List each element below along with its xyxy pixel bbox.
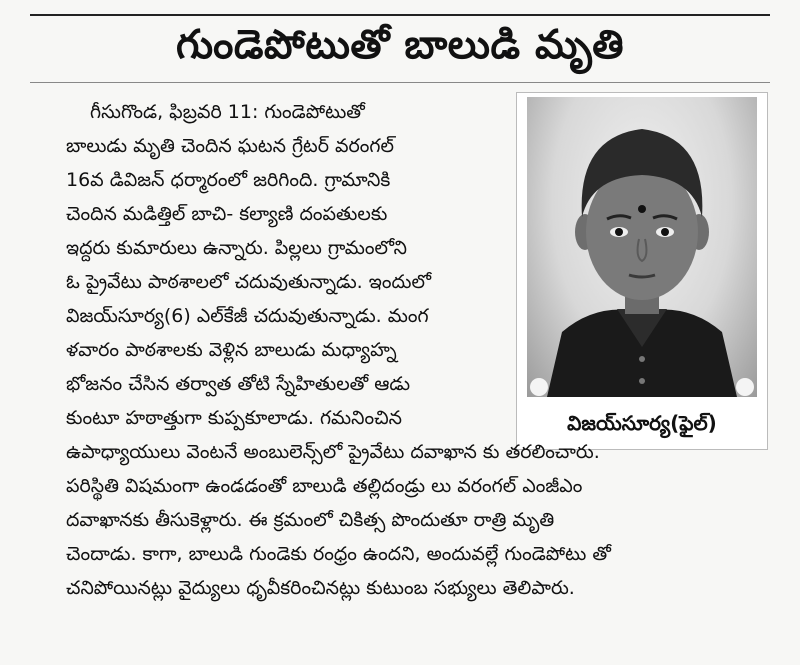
article-line: చెందిన మడిత్తిల్ బాచి- కల్యాణి దంపతులకు [66, 203, 388, 225]
headline: గుండెపోటుతో బాలుడి మృతి [175, 22, 625, 68]
article-line: కుంటూ హఠాత్తుగా కుప్పకూలాడు. గమనించిన [66, 407, 402, 429]
article-line: పరిస్థితి విషమంగా ఉండడంతో బాలుడి తల్లిదండ్రు లు వరంగల్ ఎంజీఎం [66, 475, 583, 497]
article-line: విజయ్‌సూర్య(6) ఎల్‌కేజీ చదువుతున్నాడు. మంగ [66, 305, 429, 327]
article-line: ఉపాధ్యాయులు వెంటనే అంబులెన్స్‌లో ప్రైవేటు దవాఖాన కు తరలించారు. [66, 441, 600, 463]
article-line: భోజనం చేసిన తర్వాత తోటి స్నేహితులతో ఆడు [66, 373, 411, 395]
article-line: దవాఖానకు తీసుకెళ్లారు. ఈ క్రమంలో చికిత్స పొందుతూ రాత్రి మృతి [66, 509, 555, 531]
article-line: చనిపోయినట్లు వైద్యులు ధృవీకరించినట్లు కుటుంబ సభ్యులు తెలిపారు. [66, 577, 575, 599]
article-line: గీసుగొండ, ఫిబ్రవరి 11: గుండెపోటుతో [90, 101, 365, 123]
article-line: చెందాడు. కాగా, బాలుడి గుండెకు రంధ్రం ఉందని, అందువల్లే గుండెపోటు తో [66, 543, 611, 565]
article-line: 16వ డివిజన్ ధర్మారంలో జరిగింది. గ్రామానికి [66, 169, 391, 191]
photo-caption: విజయ్‌సూర్య(ఫైల్) [567, 411, 717, 435]
article-line: బాలుడు మృతి చెందిన ఘటన గ్రేటర్ వరంగల్ [66, 135, 394, 157]
article-line: ఓ ప్రైవేటు పాఠశాలలో చదువుతున్నాడు. ఇందులో [66, 271, 432, 293]
article-line: ళవారం పాఠశాలకు వెళ్లిన బాలుడు మధ్యాహ్న [66, 339, 397, 361]
article-body [66, 95, 774, 605]
top-rule [30, 14, 770, 16]
headline-rule [30, 82, 770, 83]
article-line: ఇద్దరు కుమారులు ఉన్నారు. పిల్లలు గ్రామంలోని [66, 237, 407, 259]
